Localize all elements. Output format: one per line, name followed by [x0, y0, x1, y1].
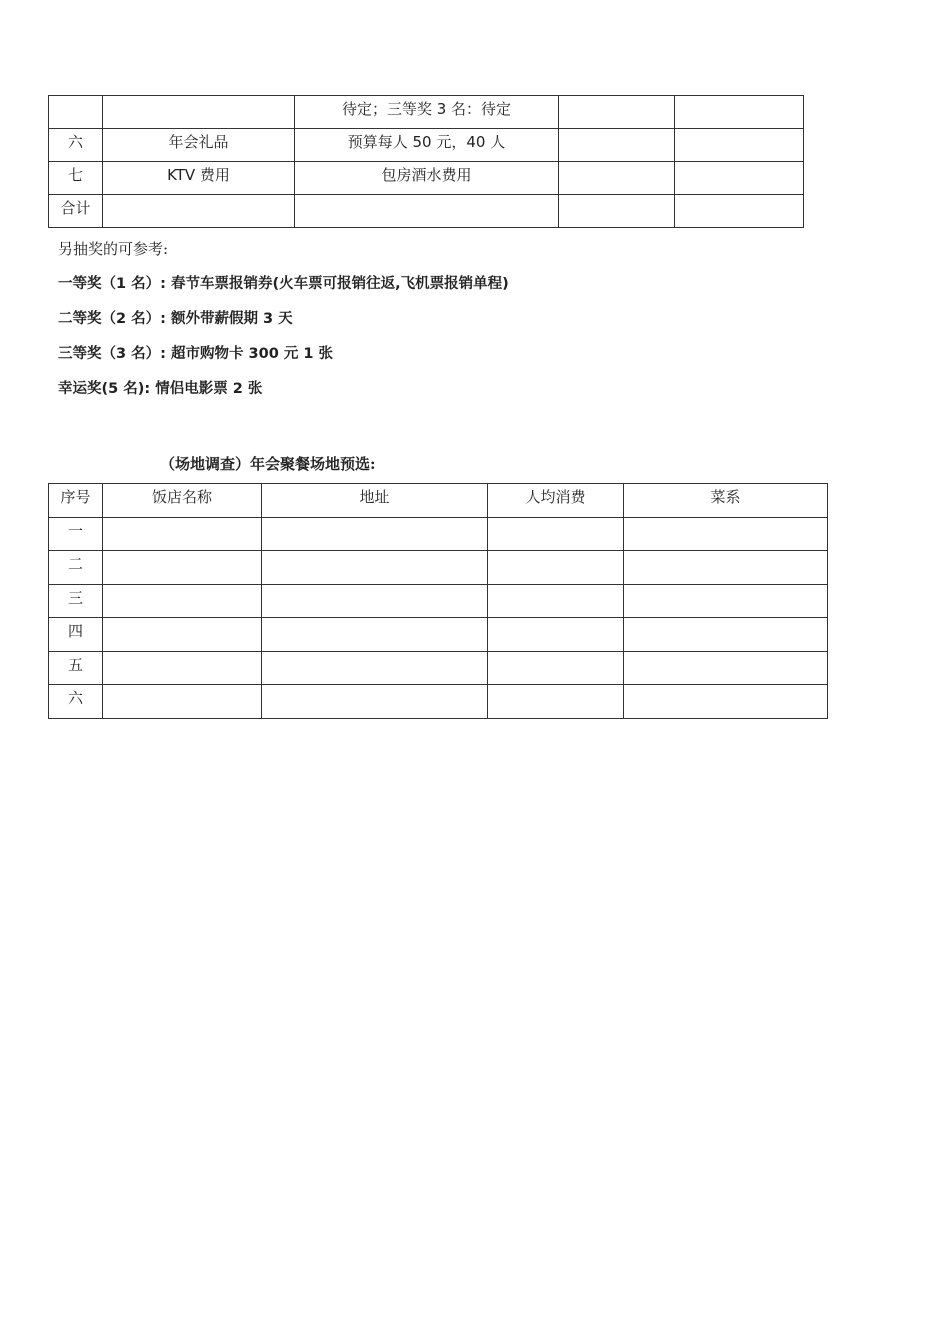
table-cell	[559, 96, 675, 129]
table-cell	[103, 517, 262, 551]
table-cell: 六	[49, 685, 103, 719]
table-cell: 二	[49, 551, 103, 585]
prize-third: 三等奖（3 名）: 超市购物卡 300 元 1 张	[58, 346, 334, 362]
column-header: 地址	[262, 484, 488, 518]
prize-lucky: 幸运奖(5 名): 情侣电影票 2 张	[58, 381, 263, 397]
table-cell	[103, 651, 262, 685]
table-cell	[488, 685, 624, 719]
table-cell: 年会礼品	[103, 129, 295, 162]
table-cell	[624, 584, 828, 618]
table-cell	[262, 517, 488, 551]
table-header-row	[49, 484, 828, 518]
table-row	[49, 618, 828, 652]
table-row	[49, 195, 804, 228]
table-cell: 包房酒水费用	[295, 162, 559, 195]
table-cell	[559, 195, 675, 228]
table-row	[49, 551, 828, 585]
table-cell	[488, 618, 624, 652]
venue-table	[48, 483, 828, 719]
table-cell: 五	[49, 651, 103, 685]
table-cell	[624, 685, 828, 719]
column-header: 饭店名称	[103, 484, 262, 518]
table-cell: 七	[49, 162, 103, 195]
table-cell	[103, 96, 295, 129]
table-cell	[488, 517, 624, 551]
table-row	[49, 96, 804, 129]
table-cell	[559, 129, 675, 162]
table-cell	[49, 96, 103, 129]
table-cell: 预算每人 50 元，40 人	[295, 129, 559, 162]
column-header: 菜系	[624, 484, 828, 518]
table-cell	[103, 685, 262, 719]
table-cell	[675, 195, 804, 228]
table-cell	[488, 651, 624, 685]
table-row	[49, 162, 804, 195]
table-row	[49, 685, 828, 719]
table-cell	[262, 651, 488, 685]
table-cell	[675, 96, 804, 129]
budget-table	[48, 95, 804, 228]
table-cell	[624, 618, 828, 652]
table-cell	[103, 551, 262, 585]
table-row	[49, 651, 828, 685]
table-cell	[624, 551, 828, 585]
table-cell: 四	[49, 618, 103, 652]
venue-title: （场地调查）年会聚餐场地预选:	[160, 455, 376, 473]
table-cell: 合计	[49, 195, 103, 228]
table-cell	[675, 129, 804, 162]
table-cell	[295, 195, 559, 228]
table-row	[49, 129, 804, 162]
table-cell: 一	[49, 517, 103, 551]
table-cell	[559, 162, 675, 195]
table-cell	[262, 685, 488, 719]
column-header: 人均消费	[488, 484, 624, 518]
column-header: 序号	[49, 484, 103, 518]
lottery-heading: 另抽奖的可参考:	[58, 240, 169, 258]
table-cell: 六	[49, 129, 103, 162]
table-cell	[675, 162, 804, 195]
table-cell	[262, 551, 488, 585]
table-cell	[262, 584, 488, 618]
prize-second: 二等奖（2 名）: 额外带薪假期 3 天	[58, 311, 293, 327]
table-cell	[624, 517, 828, 551]
table-cell: 三	[49, 584, 103, 618]
table-cell	[103, 195, 295, 228]
table-cell	[488, 584, 624, 618]
table-cell	[262, 618, 488, 652]
table-cell	[624, 651, 828, 685]
table-cell	[103, 618, 262, 652]
table-cell	[103, 584, 262, 618]
table-cell	[488, 551, 624, 585]
table-row	[49, 584, 828, 618]
prize-first: 一等奖（1 名）: 春节车票报销券(火车票可报销往返,飞机票报销单程)	[58, 276, 509, 292]
table-cell: KTV 费用	[103, 162, 295, 195]
table-cell: 待定；三等奖 3 名：待定	[295, 96, 559, 129]
table-row	[49, 517, 828, 551]
